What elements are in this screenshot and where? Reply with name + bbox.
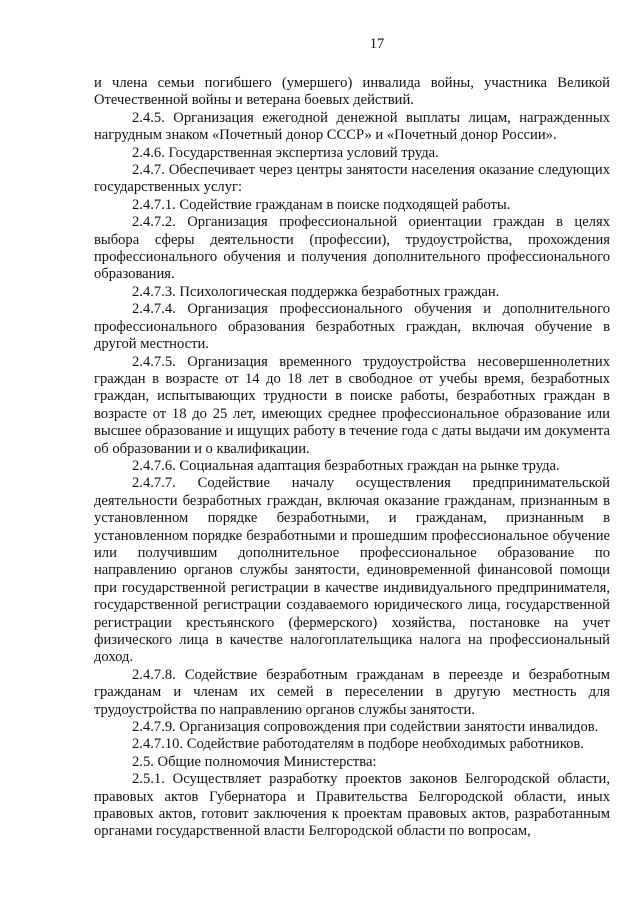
paragraph-2-4-7-3: 2.4.7.3. Психологическая поддержка безработных граждан. — [132, 283, 500, 300]
paragraph-2-4-7-1: 2.4.7.1. Содействие гражданам в поиске подходящей работы. — [132, 196, 511, 213]
paragraph-2-4-7-2: 2.4.7.2. Организация профессиональной ориентации граждан в целях выбора сферы деятельности (профессии), трудоустройства, прохождения профессионального обучения и получения дополнительного профессионального образования. — [94, 214, 610, 283]
paragraph-2-4-7-10: 2.4.7.10. Содействие работодателям в подборе необходимых работников. — [132, 736, 584, 753]
paragraph-2-4-7-9: 2.4.7.9. Организация сопровождения при содействии занятости инвалидов. — [132, 719, 599, 736]
paragraph-2-4-5: 2.4.5. Организация ежегодной денежной выплаты лицам, награжденных нагрудным знаком «Почетный донор СССР» и «Почетный донор России». — [94, 109, 610, 144]
paragraph-2-4-7-7: 2.4.7.7. Содействие началу осуществления предпринимательской деятельности безработных граждан, включая оказание гражданам, признанным в установленном порядке безработными, и гражданам, признанным в установленном порядке безработными и прошедшим профессиональное обучение или получившим дополнительное профессиональное образование по направлению органов службы занятости, единовременной финансовой помощи при государственной регистрации в качестве индивидуального предпринимателя, государственной регистрации создаваемого юридического лица, государственной регистрации крестьянского (фермерского) хозяйства, постановке на учет физического лица в качестве налогоплательщика налога на профессиональный доход. — [94, 475, 610, 666]
paragraph-2-4-7: 2.4.7. Обеспечивает через центры занятости населения оказание следующих государственных услуг: — [94, 162, 610, 196]
paragraph-2-4-7-4: 2.4.7.4. Организация профессионального обучения и дополнительного профессионального образования безработных граждан, включая обучение в другой местности. — [94, 301, 610, 353]
paragraph-2-4-7-8: 2.4.7.8. Содействие безработным гражданам в переезде и безработным гражданам и членам их семей в переселении в другую местность для трудоустройства по направлению органов службы занятости. — [94, 666, 610, 718]
paragraph-2-4-7-5: 2.4.7.5. Организация временного трудоустройства несовершеннолетних граждан в возрасте от 14 до 18 лет в свободное от учебы время, безработных граждан, испытывающих трудности в поиске работы, безработных граждан в возрасте от 18 до 25 лет, имеющих среднее профессиональное образование или высшее образование и ищущих работу в течение года с даты выдачи им документа об образовании и о квалификации. — [94, 353, 610, 457]
paragraph-2-4-6: 2.4.6. Государственная экспертиза условий труда. — [132, 144, 439, 161]
paragraph-continuation: и члена семьи погибшего (умершего) инвалида войны, участника Великой Отечественной войны и ветерана боевых действий. — [94, 75, 610, 109]
paragraph-2-4-7-6: 2.4.7.6. Социальная адаптация безработных граждан на рынке труда. — [132, 457, 560, 474]
document-body — [94, 75, 610, 841]
paragraph-2-5: 2.5. Общие полномочия Министерства: — [132, 753, 377, 770]
paragraph-2-5-1: 2.5.1. Осуществляет разработку проектов законов Белгородской области, правовых актов Губернатора и Правительства Белгородской области, иных правовых актов, готовит заключения к проектам правовых актов, разработанным органами государственной власти Белгородской области по вопросам, — [94, 771, 610, 840]
page-number: 17 — [369, 36, 385, 52]
